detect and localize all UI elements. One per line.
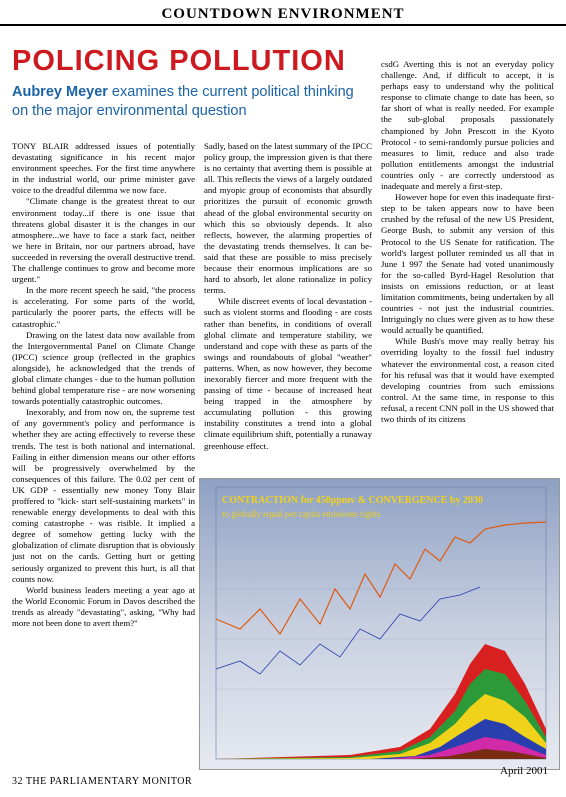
paragraph: "Climate change is the greatest threat to our environment today...if there is one issue that threatens global disaster it is the changes in our atmosphere...we have to face a stark fact, neither we here in Britain, nor our partners abroad, have succeeded in reversing the overall destructive trend. The challenge continues to grow and become more urgent." (12, 196, 195, 285)
paragraph: Drawing on the latest data now available from the Intergovernmental Panel on Climate Change (IPCC) science group (reflected in the graphics alongside), he acknowledged that the trends of global climate changes - due to the human pollution behind global temperature rise - are now worsening towards potentially catastrophic outcomes. (12, 329, 195, 407)
section-heading: COUNTDOWN ENVIRONMENT (161, 6, 405, 22)
page-footer-label: 32 THE PARLIAMENTARY MONITOR (12, 776, 193, 787)
emissions-chart-figure (199, 478, 560, 770)
paragraph: In the more recent speech he said, "the process is accelerating. For some parts of the world, particularly the poorer parts, the effects will be catastrophic." (12, 285, 195, 329)
emissions-chart-graphic (200, 479, 559, 769)
paragraph: However hope for even this inadequate first-step to be taken appears now to have been crushed by the refusal of the new US President, George Bush, to submit any version of this Protocol to the US Senate for ratification. The world's largest polluter reminded us all that in June 1 997 the Senate had voted unanimously for the so-called Byrd-Hagel Resolution that insists on emissions reduction, or at least limitation commitments, being undertaken by all countries - not just the industrial countries. Intriguingly no clues were given as to how these would actually be quantified. (381, 192, 554, 336)
article-standfirst (12, 83, 367, 121)
chart-caption-line2: to globally equal per capita emissions rights (222, 509, 381, 519)
section-rule (0, 24, 566, 26)
article-column-1 (12, 141, 195, 629)
paragraph: While discreet events of local devastation - such as violent storms and flooding - are costs rather than benefits, in conditions of overall global climate and temperature stability, we understand and cope with these as parts of the swings and roundabouts of global "weather" patterns. When, as now however, they become inexorably fiercer and more frequent with the passing of time - because of increased heat being trapped in the atmosphere by accumulating pollution - this growing instability constitutes a trend into a global climate equilibrium shift, potentially a runaway greenhouse effect. (204, 296, 372, 451)
page-footer-date: April 2001 (500, 765, 548, 777)
standfirst-text: examines the current political thinking on the major environmental question (12, 84, 354, 119)
paragraph: TONY BLAIR addressed issues of potentially devastating significance in his recent major environment speeches. For the first time anywhere in the industrial world, our prime minister gave voice to the dreadful dilemma we now face. (12, 141, 195, 196)
chart-caption-line1: CONTRACTION for 450ppmv & CONVERGENCE by 2030 (222, 495, 483, 506)
paragraph: World business leaders meeting a year ago at the World Economic Forum in Davos described the trends as already "devastating", asking, "Why had more not been done to avert them?" (12, 584, 195, 629)
article-column-2 (204, 141, 372, 452)
paragraph: Inexorably, and from now on, the supreme test of any government's policy and performance is whether they are acting effectively to reverse these trends. The test is both national and international. Failing in either dimension means our other efforts will be progressively overwhelmed by the consequences of this failure. The 0.02 per cent of UK GDP - essentially new money Tony Blair proffered to "kick- start self-sustaining markets" in renewable energy developments to deal with this coming catastrophe - was risible. It implied a degree of somehow getting lucky with the globalization of climate disruption that is obviously just not on the cards. Getting hurt or getting seriously organized to prevent this hurt, is all that counts now. (12, 407, 195, 584)
paragraph: While Bush's move may really betray his overriding loyalty to the fossil fuel industry whatever the environmental cost, a reason cited for his refusal was that it would have exempted developing countries from such emissions control. At the same time, in response to this refusal, a recent CNN poll in the US showed that two thirds of its citizens (381, 336, 554, 424)
paragraph: csdG Averting this is not an everyday policy challenge. And, if difficult to accept, it is perhaps easy to understand why the political response to climate change to date has been, so far short of what is really needed. For example the sub-global proposals passionately championed by John Prescott in the Kyoto Protocol - to semi-randomly pursue policies and measures to limit, reduce and also trade pollution entitlements amongst the industrial countries only - are correctly understood as inadequate and merely a first-step. (381, 59, 554, 192)
article-title: POLICING POLLUTION (12, 45, 346, 77)
author-name: Aubrey Meyer (12, 84, 108, 100)
paragraph: Sadly, based on the latest summary of the IPCC policy group, the impression given is that there is no certainty that averting them is possible at all. This reflects the views of a largely outdated and myopic group of economists that absurdly prioritizes the pursuit of economic growth ahead of the global environmental security on which this so obviously depends. It also reflects, however, the alarming properties of the devastating trends themselves. It can be-said that these are possible to miss precisely because their enormous implications are so hard to absorb, let alone rationalize in policy terms. (204, 141, 372, 296)
article-column-3 (381, 59, 554, 425)
